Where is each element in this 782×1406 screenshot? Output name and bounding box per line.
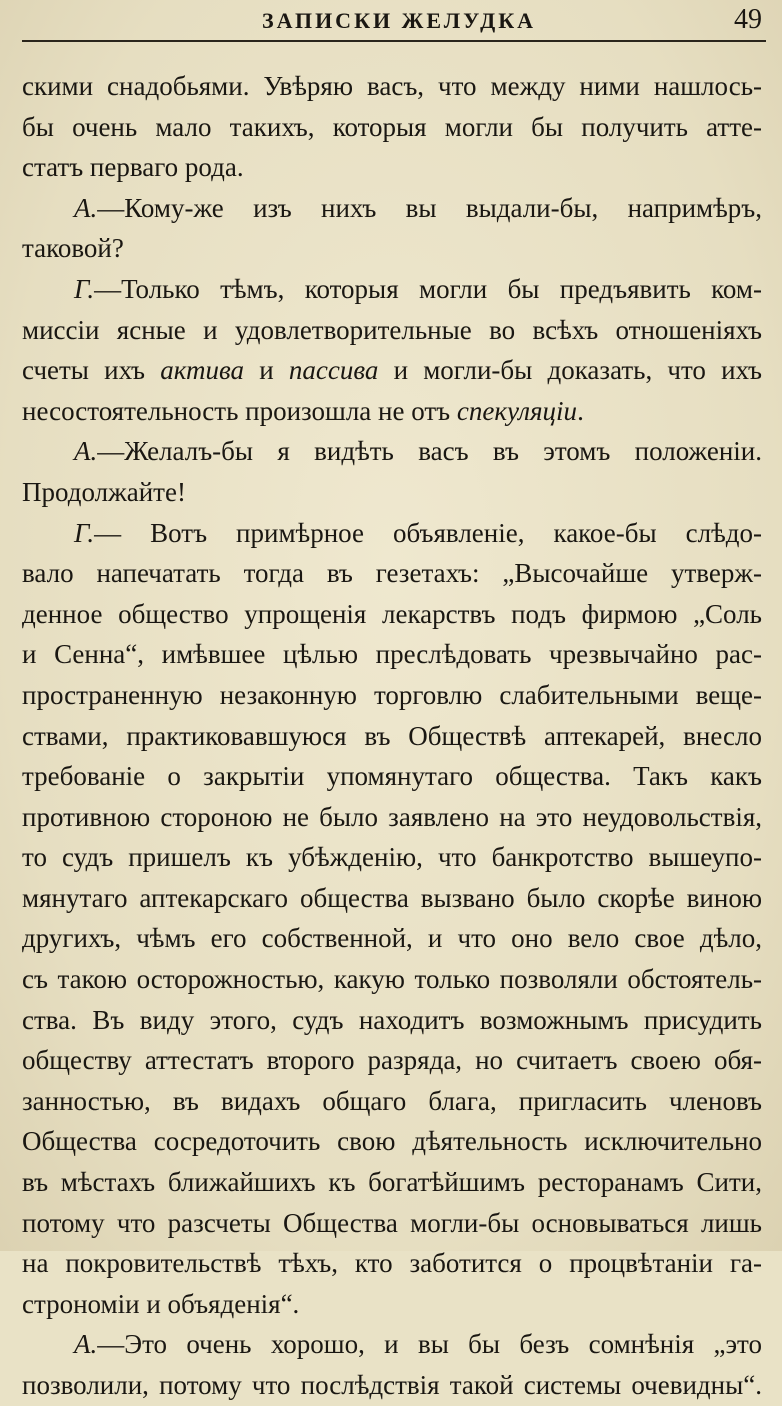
text-line: [22, 594, 762, 635]
italic-term: актива: [160, 355, 245, 386]
text-segment: Продолжайте!: [22, 476, 186, 507]
text-segment: другихъ, чѣмъ его собственной, и что оно вело свое дѣло,: [22, 923, 762, 954]
text-segment: и: [244, 355, 289, 386]
text-segment: то судъ пришелъ къ убѣжденію, что банкротство вышеупо-: [22, 842, 762, 873]
text-segment: вало напечатать тогда въ гезетахъ: „Высочайше утверж-: [22, 558, 762, 589]
text-line: [22, 431, 762, 472]
text-line: [22, 756, 762, 797]
text-segment: —Это очень хорошо, и вы бы безъ сомнѣнія „это: [97, 1329, 762, 1360]
text-segment: потому что разсчеты Общества могли-бы основываться лишь: [22, 1207, 762, 1238]
header-rule: [22, 40, 766, 42]
text-segment: обществу аттестатъ второго разряда, но считаетъ своею обя-: [22, 1045, 762, 1076]
text-line: [22, 1243, 762, 1284]
text-line: [22, 269, 762, 310]
text-line: [22, 513, 762, 554]
text-segment: — Вотъ примѣрное объявленіе, какое-бы слѣдо-: [94, 517, 762, 548]
speaker-label: Г.: [74, 517, 95, 548]
text-line: [22, 553, 762, 594]
text-segment: ствами, практиковавшуюся въ Обществѣ аптекарей, внесло: [22, 720, 762, 751]
text-segment: на покровительствѣ тѣхъ, кто заботится о процвѣтаніи га-: [22, 1248, 762, 1279]
speaker-label: А.: [74, 192, 98, 223]
text-line: [22, 1324, 762, 1365]
body-text: [22, 66, 762, 1406]
text-line: [22, 147, 762, 188]
text-segment: Общества сосредоточить свою дѣятельность исключительно: [22, 1126, 762, 1157]
text-line: [22, 1121, 762, 1162]
speaker-label: А.: [74, 436, 98, 467]
text-line: [22, 878, 762, 919]
text-segment: —Кому-же изъ нихъ вы выдали-бы, напримѣръ,: [97, 192, 762, 223]
text-segment: противною стороною не было заявлено на это неудовольствія,: [22, 801, 762, 832]
text-line: [22, 472, 762, 513]
text-line: [22, 918, 762, 959]
text-line: [22, 66, 762, 107]
text-line: [22, 1365, 762, 1406]
text-segment: и Сенна“, имѣвшее цѣлью преслѣдовать чрезвычайно рас-: [22, 639, 762, 670]
text-segment: въ мѣстахъ ближайшихъ къ богатѣйшимъ ресторанамъ Сити,: [22, 1167, 762, 1198]
text-segment: .: [577, 395, 584, 426]
text-segment: и могли-бы доказать, что ихъ: [378, 355, 762, 386]
text-segment: —Желалъ-бы я видѣть васъ въ этомъ положеніи.: [97, 436, 762, 467]
text-segment: статъ перваго рода.: [22, 152, 244, 183]
text-segment: мянутаго аптекарскаго общества вызвано было скорѣе виною: [22, 882, 762, 913]
text-line: [22, 797, 762, 838]
text-segment: строноміи и объяденія“.: [22, 1288, 300, 1319]
text-line: [22, 959, 762, 1000]
text-segment: пространенную незаконную торговлю слабительными веще-: [22, 679, 762, 710]
italic-term: пассива: [288, 355, 379, 386]
text-line: [22, 188, 762, 229]
text-line: [22, 1284, 762, 1325]
text-segment: таковой?: [22, 233, 124, 264]
speaker-label: А.: [74, 1329, 98, 1360]
running-head: [0, 0, 782, 44]
italic-term: спекуляціи: [456, 395, 578, 426]
running-head-title: ЗАПИСКИ ЖЕЛУДКА: [262, 8, 537, 33]
text-segment: счеты ихъ: [22, 355, 161, 386]
text-segment: позволили, потому что послѣдствія такой системы очевидны“.: [22, 1370, 762, 1400]
text-segment: требованіе о закрытіи упомянутаго общества. Такъ какъ: [22, 761, 762, 792]
text-line: [22, 310, 762, 351]
text-line: [22, 1000, 762, 1041]
text-segment: денное общество упрощенія лекарствъ подъ фирмою „Соль: [22, 598, 762, 629]
text-segment: бы очень мало такихъ, которыя могли бы получить атте-: [22, 111, 762, 142]
text-line: [22, 1203, 762, 1244]
text-line: [22, 107, 762, 148]
text-line: [22, 228, 762, 269]
text-line: [22, 1040, 762, 1081]
text-segment: скими снадобьями. Увѣряю васъ, что между ними нашлось-: [22, 71, 762, 101]
text-line: [22, 391, 762, 432]
text-segment: занностью, въ видахъ общаго блага, пригласить членовъ: [22, 1085, 762, 1116]
page-number: 49: [734, 4, 762, 35]
text-segment: —Только тѣмъ, которыя могли бы предъявить ком-: [94, 273, 762, 304]
text-line: [22, 716, 762, 757]
text-segment: миссіи ясные и удовлетворительные во всѣхъ отношеніяхъ: [22, 314, 762, 345]
text-segment: ства. Въ виду этого, судъ находитъ возможнымъ присудить: [22, 1004, 762, 1035]
text-line: [22, 1162, 762, 1203]
text-line: [22, 1081, 762, 1122]
speaker-label: Г.: [74, 273, 95, 304]
text-line: [22, 350, 762, 391]
text-line: [22, 837, 762, 878]
text-line: [22, 675, 762, 716]
text-segment: съ такою осторожностью, какую только позволяли обстоятель-: [22, 964, 762, 995]
text-segment: несостоятельность произошла не отъ: [22, 395, 457, 426]
text-line: [22, 634, 762, 675]
